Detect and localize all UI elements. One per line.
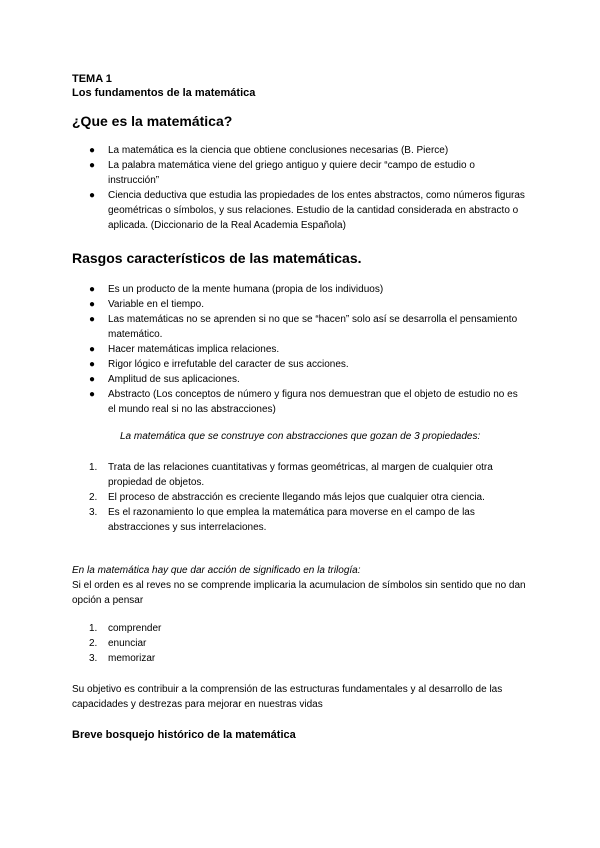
list-item: ● Abstracto (Los conceptos de número y figura nos demuestran que el objeto de estudio no es el mundo real si no las abstracciones) — [89, 389, 518, 415]
bullet-icon: ● — [89, 284, 96, 295]
list-item: 1. comprender — [89, 623, 162, 634]
list-number: 3. — [89, 507, 98, 518]
list-item: 3. Es el razonamiento lo que emplea la matemática para moverse en el campo de las abstracciones y sus interrelaciones. — [89, 507, 475, 533]
bullet-icon: ● — [89, 389, 96, 400]
properties-list — [72, 460, 528, 535]
bullet-icon: ● — [89, 344, 96, 355]
trilogy-list — [72, 621, 528, 666]
list-number: 3. — [89, 653, 98, 664]
list-item: ● La matemática es la ciencia que obtiene conclusiones necesarias (B. Pierce) — [89, 145, 449, 156]
document-page — [72, 72, 528, 742]
list-number: 2. — [89, 492, 98, 503]
bullet-icon: ● — [89, 374, 96, 385]
list-number: 2. — [89, 638, 98, 649]
bullet-icon: ● — [89, 359, 96, 370]
list-item: ● Amplitud de sus aplicaciones. — [89, 374, 240, 385]
section-heading-historia: Breve bosquejo histórico de la matemática — [72, 729, 296, 741]
list-item: 2. El proceso de abstracción es creciente llegando más lejos que cualquier otra ciencia. — [89, 492, 485, 503]
traits-list — [72, 282, 528, 417]
list-item: ● Es un producto de la mente humana (propia de los individuos) — [89, 284, 384, 295]
bullet-icon: ● — [89, 160, 96, 171]
document-subtitle: Los fundamentos de la matemática — [72, 87, 256, 99]
bullet-icon: ● — [89, 314, 96, 325]
section-heading-rasgos: Rasgos característicos de las matemáticas. — [72, 250, 362, 266]
trilogy-intro: En la matemática hay que dar acción de significado en la trilogía: — [72, 565, 361, 576]
properties-intro: La matemática que se construye con abstracciones que gozan de 3 propiedades: — [120, 431, 481, 442]
section-heading-que-es: ¿Que es la matemática? — [72, 113, 233, 129]
bullet-icon: ● — [89, 190, 96, 201]
list-item: ● Variable en el tiempo. — [89, 299, 204, 310]
definitions-list — [72, 143, 528, 233]
objective-paragraph: Su objetivo es contribuir a la comprensión de las estructuras fundamentales y al desarrollo de las capacidades y destrezas para mejorar en nuestras vidas — [72, 684, 503, 710]
bullet-icon: ● — [89, 145, 96, 156]
trilogy-explanation: Si el orden es al reves no se comprende implicaria la acumulacion de símbolos sin sentido que no dan opción a pensar — [72, 580, 526, 606]
list-item: ● Ciencia deductiva que estudia las propiedades de los entes abstractos, como números figuras geométricas o símbolos, y sus relaciones. Estudio de la cantidad considerada en abstracto o aplicada. (Diccionario de la Real Academia Española) — [89, 190, 525, 231]
list-item: 1. Trata de las relaciones cuantitativas y formas geométricas, al margen de cualquier otra propiedad de objetos. — [89, 462, 493, 488]
list-item: ● Hacer matemáticas implica relaciones. — [89, 344, 280, 355]
tema-label: TEMA 1 — [72, 73, 112, 85]
list-item: ● Rigor lógico e irrefutable del caracter de sus acciones. — [89, 359, 349, 370]
list-item: ● La palabra matemática viene del griego antiguo y quiere decir “campo de estudio o instrucción” — [89, 160, 475, 186]
list-item: 2. enunciar — [89, 638, 147, 649]
list-item: 3. memorizar — [89, 653, 156, 664]
bullet-icon: ● — [89, 299, 96, 310]
list-number: 1. — [89, 462, 98, 473]
list-number: 1. — [89, 623, 98, 634]
list-item: ● Las matemáticas no se aprenden si no que se “hacen” solo así se desarrolla el pensamiento matemático. — [89, 314, 518, 340]
